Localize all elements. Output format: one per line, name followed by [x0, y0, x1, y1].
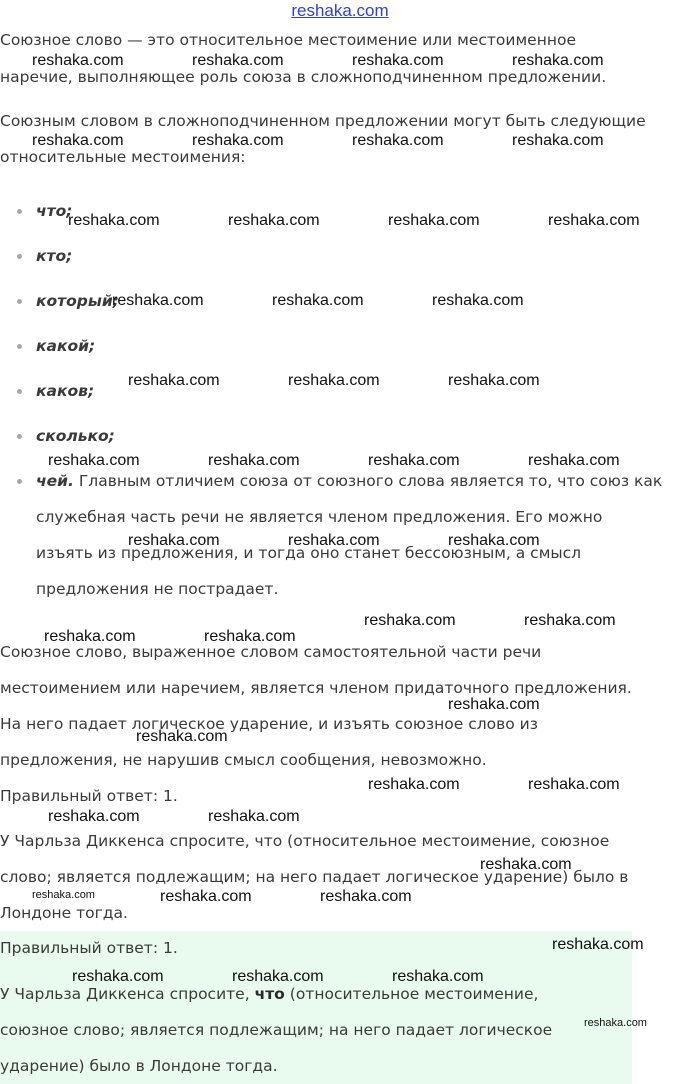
- watermark: reshaka.com: [352, 52, 444, 69]
- watermark: reshaka.com: [548, 212, 640, 229]
- watermark: reshaka.com: [136, 728, 228, 745]
- watermark: reshaka.com: [48, 808, 140, 825]
- list-item-explanation: Главным отличием союза от союзного слова является то, что союз как: [73, 472, 663, 490]
- watermark: reshaka.com: [432, 292, 524, 309]
- answer-label: Правильный ответ: 1.: [0, 787, 178, 805]
- pronoun-word: чей.: [36, 472, 74, 490]
- pronoun-word: какой;: [36, 337, 96, 355]
- bullet-dot: [17, 254, 22, 259]
- watermark: reshaka.com: [512, 132, 604, 149]
- watermark: reshaka.com: [584, 1017, 647, 1029]
- watermark: reshaka.com: [192, 52, 284, 69]
- watermark: reshaka.com: [204, 628, 296, 645]
- definition-line-1: Союзное слово — это относительное местоимение или местоименное: [0, 31, 576, 49]
- answer-box-line-1-end: (относительное местоимение,: [284, 985, 539, 1003]
- answer-line-3: Лондоне тогда.: [0, 904, 128, 922]
- watermark: reshaka.com: [32, 889, 95, 901]
- list-intro-line-1: Союзным словом в сложноподчиненном предложении могут быть следующие: [0, 112, 646, 130]
- explanation-line-4: предложения, не нарушив смысл сообщения, невозможно.: [0, 751, 487, 769]
- bullet-dot: [17, 299, 22, 304]
- watermark: reshaka.com: [208, 452, 300, 469]
- watermark: reshaka.com: [208, 808, 300, 825]
- list-intro-line-2: относительные местоимения:: [0, 148, 246, 166]
- answer-line-2: слово; является подлежащим; на него падает логическое ударение) было в: [0, 868, 629, 886]
- watermark: reshaka.com: [448, 696, 540, 713]
- watermark: reshaka.com: [228, 212, 320, 229]
- watermark: reshaka.com: [48, 452, 140, 469]
- watermark: reshaka.com: [192, 132, 284, 149]
- watermark: reshaka.com: [44, 628, 136, 645]
- answer-box-line-1-start: У Чарльза Диккенса спросите,: [0, 985, 255, 1003]
- answer-box-line-3: ударение) было в Лондоне тогда.: [0, 1057, 278, 1075]
- bullet-dot: [17, 344, 22, 349]
- watermark: reshaka.com: [480, 856, 572, 873]
- watermark: reshaka.com: [128, 372, 220, 389]
- explanation-line-3: На него падает логическое ударение, и изъять союзное слово из: [0, 715, 538, 733]
- bullet-dot: [17, 434, 22, 439]
- list-item-explanation-line-3: изъять из предложения, и тогда оно станет бессоюзным, а смысл: [36, 544, 582, 562]
- pronoun-word: который;: [36, 292, 119, 310]
- watermark: reshaka.com: [288, 372, 380, 389]
- watermark: reshaka.com: [128, 532, 220, 549]
- bullet-dot: [17, 389, 22, 394]
- watermark: reshaka.com: [32, 132, 124, 149]
- watermark: reshaka.com: [32, 52, 124, 69]
- list-item-explanation-line-2: служебная часть речи не является членом предложения. Его можно: [36, 508, 603, 526]
- watermark: reshaka.com: [272, 292, 364, 309]
- watermark: reshaka.com: [160, 888, 252, 905]
- watermark: reshaka.com: [112, 292, 204, 309]
- watermark: reshaka.com: [368, 452, 460, 469]
- list-item-explanation-line-4: предложения не пострадает.: [36, 580, 279, 598]
- explanation-line-2: местоимением или наречием, является членом придаточного предложения.: [0, 679, 632, 697]
- answer-box-line-2: союзное слово; является подлежащим; на него падает логическое: [0, 1021, 553, 1039]
- pronoun-word: каков;: [36, 382, 95, 400]
- answer-line-1: У Чарльза Диккенса спросите, что (относительное местоимение, союзное: [0, 832, 610, 850]
- union-word-highlight: что: [254, 985, 285, 1003]
- watermark: reshaka.com: [524, 612, 616, 629]
- watermark: reshaka.com: [392, 968, 484, 985]
- watermark: reshaka.com: [448, 532, 540, 549]
- bullet-dot: [17, 479, 22, 484]
- watermark: reshaka.com: [528, 776, 620, 793]
- watermark: reshaka.com: [320, 888, 412, 905]
- watermark: reshaka.com: [352, 132, 444, 149]
- watermark: reshaka.com: [232, 968, 324, 985]
- pronoun-word: сколько;: [36, 427, 115, 445]
- watermark: reshaka.com: [288, 532, 380, 549]
- watermark: reshaka.com: [388, 212, 480, 229]
- watermark: reshaka.com: [552, 936, 644, 953]
- explanation-line-1: Союзное слово, выраженное словом самостоятельной части речи: [0, 643, 542, 661]
- watermark: reshaka.com: [72, 968, 164, 985]
- pronoun-word: что;: [36, 202, 73, 220]
- pronoun-word: кто;: [36, 247, 73, 265]
- watermark: reshaka.com: [448, 372, 540, 389]
- site-link[interactable]: reshaka.com: [291, 1, 389, 20]
- watermark: reshaka.com: [364, 612, 456, 629]
- watermark: reshaka.com: [68, 212, 160, 229]
- answer-box-label: Правильный ответ: 1.: [0, 939, 178, 957]
- site-header[interactable]: [0, 0, 680, 22]
- watermark: reshaka.com: [368, 776, 460, 793]
- watermark: reshaka.com: [512, 52, 604, 69]
- definition-line-2: наречие, выполняющее роль союза в сложноподчиненном предложении.: [0, 68, 607, 86]
- watermark: reshaka.com: [528, 452, 620, 469]
- bullet-dot: [17, 209, 22, 214]
